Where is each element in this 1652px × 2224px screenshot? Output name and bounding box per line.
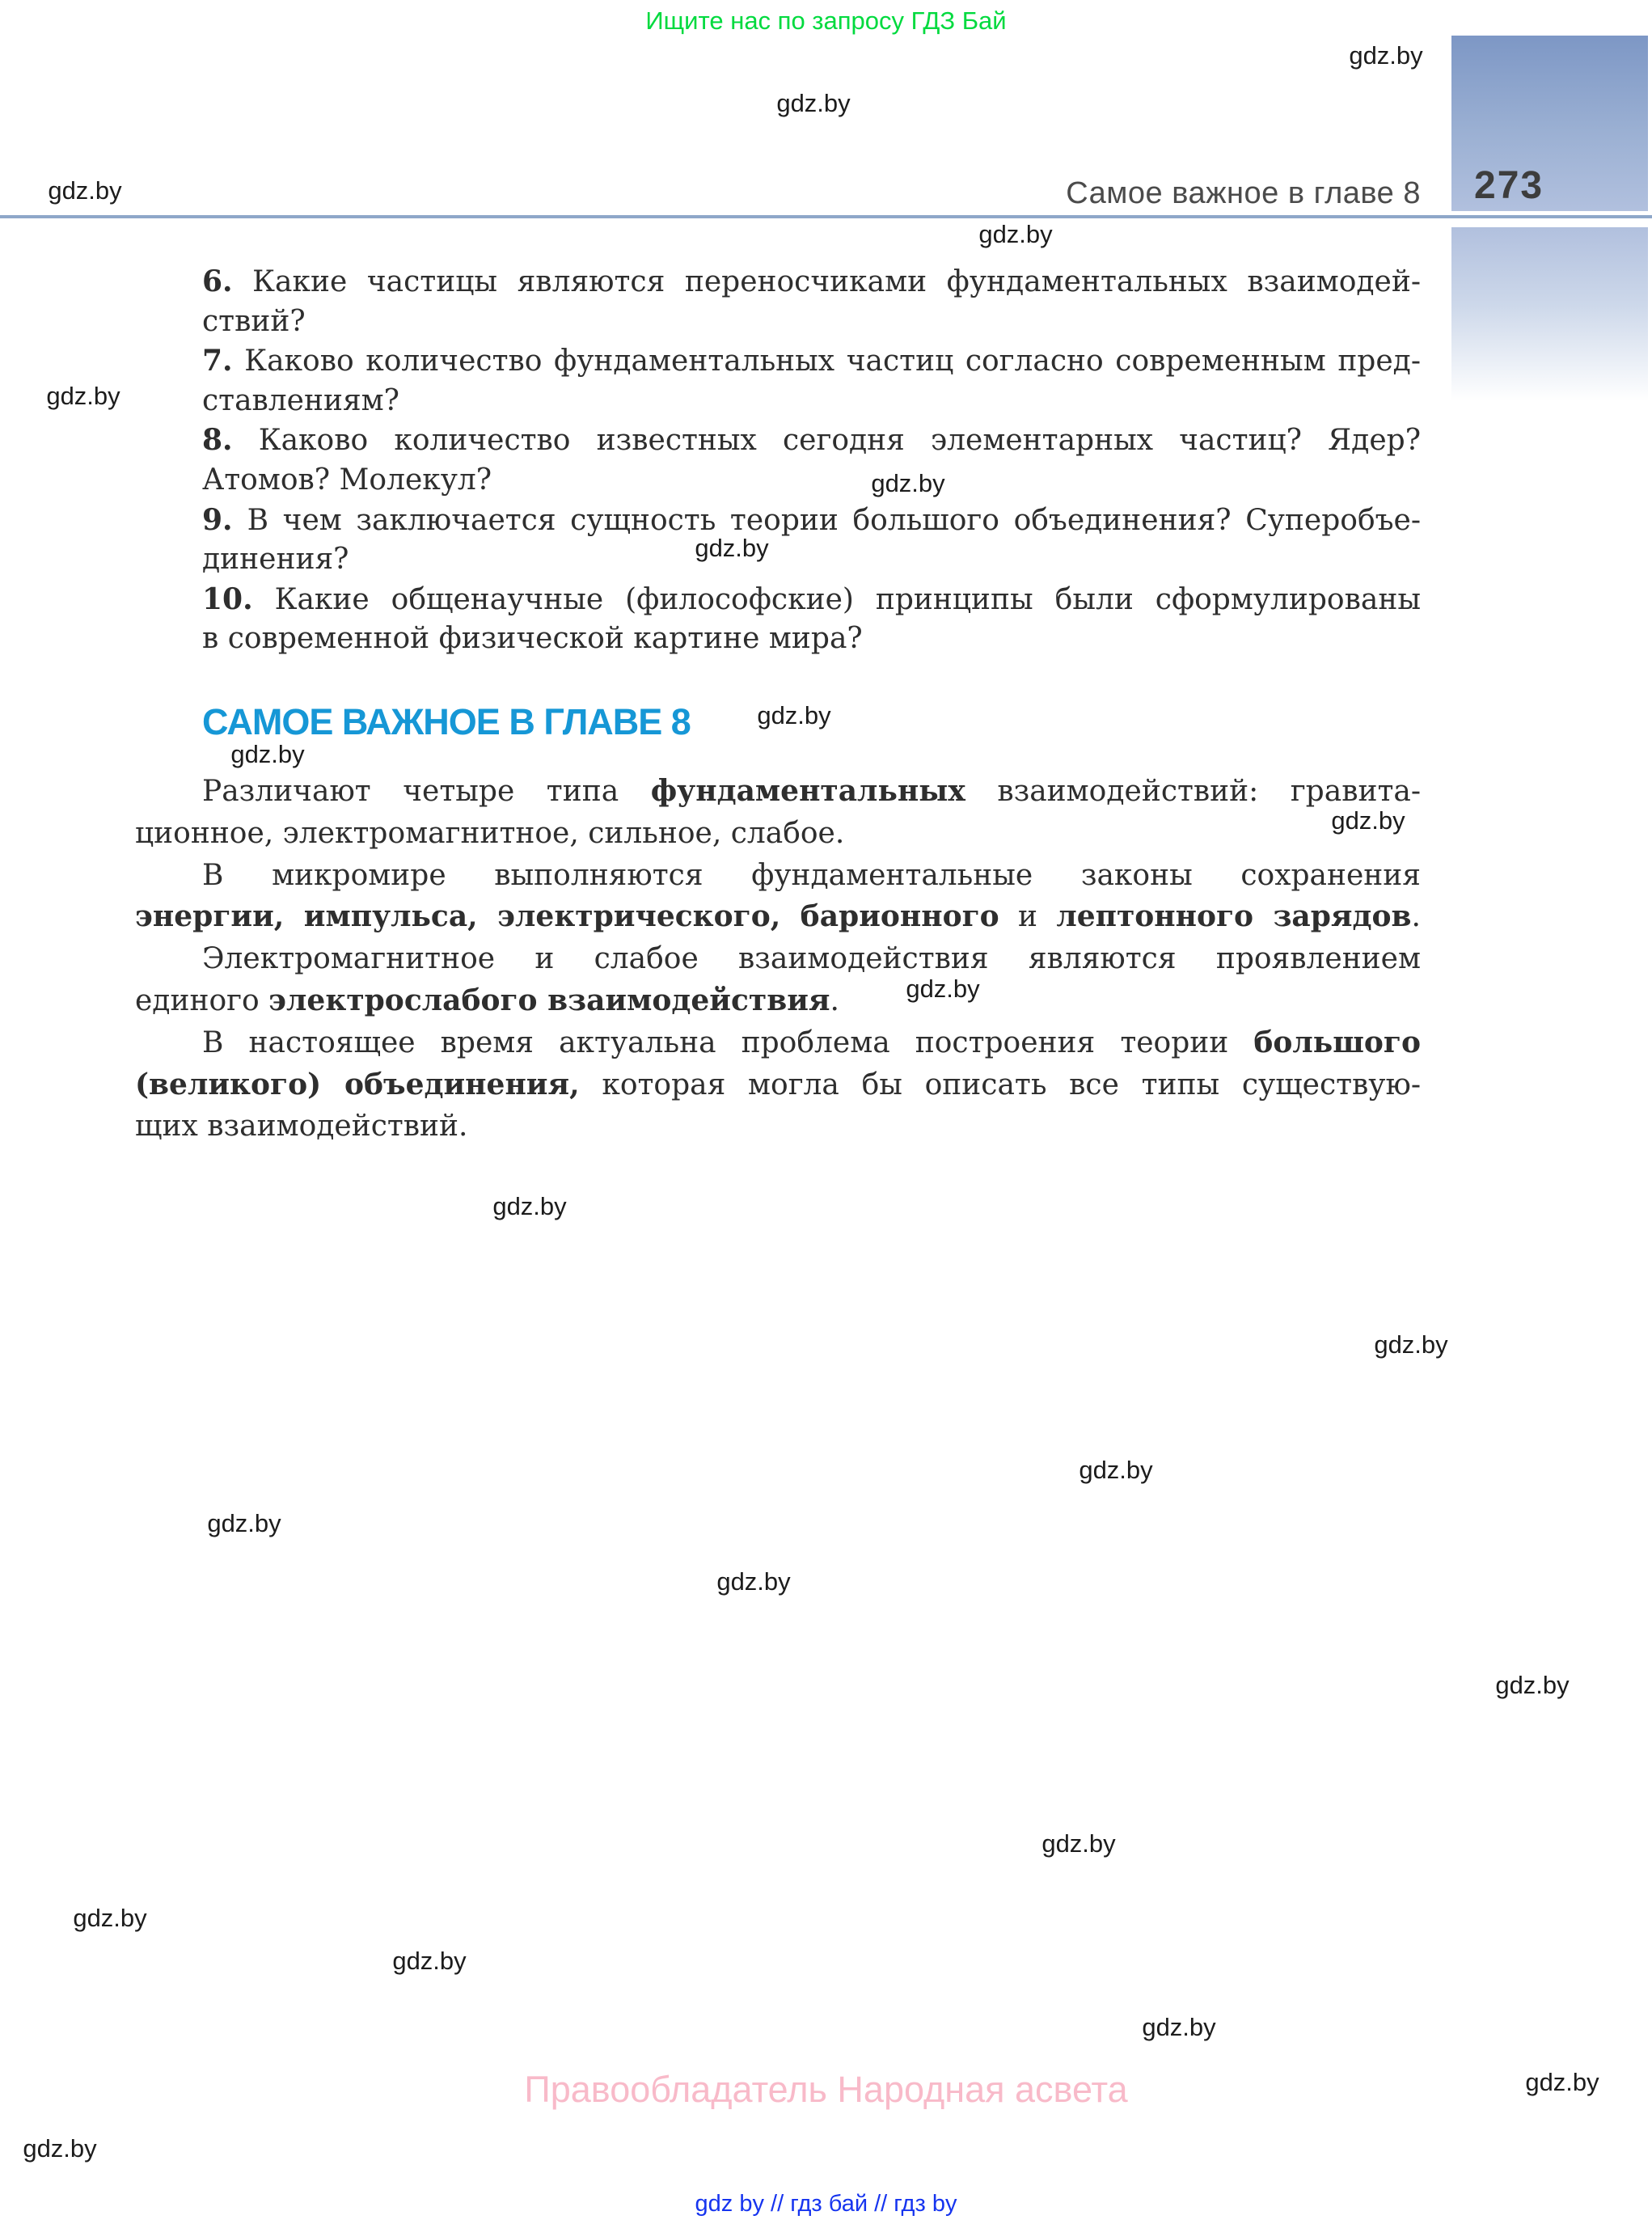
watermark-gdz: gdz.by (1374, 1330, 1448, 1359)
question-line (202, 580, 1421, 620)
watermark-gdz: gdz.by (716, 1567, 791, 1596)
watermark-gdz: gdz.by (1349, 41, 1423, 70)
bold-term: электрослабого взаимодействия (268, 983, 830, 1017)
watermark-gdz: gdz.by (48, 176, 122, 205)
text-line (135, 980, 1421, 1022)
text-segment: Атомов? Молекул? (202, 463, 492, 497)
bold-term: (великого) объединения, (135, 1067, 580, 1101)
watermark-gdz: gdz.by (757, 701, 831, 729)
watermark-gdz: gdz.by (1079, 1456, 1153, 1484)
question-line (202, 501, 1421, 541)
text-line (135, 771, 1421, 813)
summary-paragraphs (135, 771, 1421, 1148)
text-segment: Каково количество известных сегодня элементарных частиц? Ядер? (232, 424, 1421, 458)
text-segment: Различают четыре типа (202, 775, 651, 808)
text-segment: Каково количество фундаментальных частиц согласно современным пред- (232, 345, 1421, 378)
text-segment: Какие частицы являются переносчиками фундаментальных взаимодей- (232, 265, 1421, 298)
text-line (135, 896, 1421, 938)
text-segment: Какие общенаучные (философские) принципы были сформулированы (252, 582, 1421, 616)
text-segment: В настоящее время актуальна проблема построения теории (202, 1025, 1254, 1059)
watermark-gdz: gdz.by (1495, 1671, 1570, 1699)
text-segment: в современной физической картине мира? (202, 622, 863, 656)
watermark-gdz: gdz.by (871, 469, 945, 497)
watermark-gdz: gdz.by (230, 740, 305, 768)
question-number: 7. (202, 344, 233, 378)
watermark-gdz: gdz.by (492, 1192, 567, 1220)
question-line (202, 461, 1421, 501)
bold-term: энергии, импульса, электрического, барионного (135, 899, 999, 934)
watermark-gdz: gdz.by (1331, 806, 1405, 835)
question-line (202, 302, 1421, 342)
watermark-gdz: gdz.by (1525, 2068, 1599, 2096)
watermark-gdz: gdz.by (392, 1947, 467, 1975)
text-line (135, 1106, 1421, 1148)
text-segment: ставлениям? (202, 383, 399, 417)
text-line (135, 938, 1421, 980)
watermark-gdz: gdz.by (695, 534, 769, 562)
text-line (135, 1064, 1421, 1106)
text-segment: ствий? (202, 304, 306, 338)
text-line (135, 855, 1421, 897)
question-number: 6. (202, 264, 233, 298)
footer-links[interactable]: gdz by // гдз бай // гдз by (695, 2191, 957, 2217)
watermark-gdz: gdz.by (1041, 1829, 1116, 1858)
questions-block (202, 262, 1421, 659)
text-segment: . (830, 983, 839, 1017)
text-segment: Электромагнитное и слабое взаимодействия являются проявлением (202, 942, 1421, 976)
question-line (202, 382, 1421, 421)
question-line (202, 262, 1421, 302)
text-segment: В чем заключается сущность теории большого объединения? Суперобъе- (232, 503, 1421, 537)
watermark-gdz: gdz.by (46, 382, 120, 410)
decorative-gradient-box (1451, 227, 1648, 401)
watermark-gdz: gdz.by (23, 2134, 97, 2163)
section-heading: САМОЕ ВАЖНОЕ В ГЛАВЕ 8 (202, 701, 691, 742)
text-line (135, 813, 1421, 855)
promo-banner: Ищите нас по запросу ГДЗ Бай (645, 6, 1007, 35)
question-line (202, 341, 1421, 382)
watermark-gdz: gdz.by (73, 1904, 147, 1932)
text-segment: и (999, 900, 1057, 934)
running-header: Самое важное в главе 8 (1066, 176, 1421, 210)
text-segment: щих взаимодействий. (135, 1110, 468, 1144)
text-segment: динения? (202, 543, 349, 577)
watermark-gdz: gdz.by (776, 89, 851, 117)
watermark-gdz: gdz.by (906, 975, 980, 1003)
question-line (202, 619, 1421, 659)
question-number: 9. (202, 502, 233, 537)
watermark-gdz: gdz.by (207, 1509, 281, 1537)
text-segment: ционное, электромагнитное, сильное, слабое. (135, 816, 845, 850)
text-segment: . (1411, 900, 1421, 934)
header-rule (0, 215, 1652, 218)
text-segment: единого (135, 983, 269, 1017)
question-number: 10. (202, 581, 253, 616)
page-number-box (1451, 36, 1648, 211)
page-number: 273 (1474, 164, 1544, 207)
question-number: 8. (202, 423, 233, 458)
bold-term: большого (1253, 1025, 1421, 1059)
bold-term: лептонного зарядов (1056, 899, 1412, 934)
question-line (202, 540, 1421, 580)
question-line (202, 421, 1421, 461)
text-segment: В микромире выполняются фундаментальные законы сохранения (202, 858, 1421, 892)
text-line (135, 1022, 1421, 1064)
bold-term: фундаментальных (650, 774, 965, 808)
text-segment: взаимодействий: гравита- (965, 775, 1421, 808)
copyright-line: Правообладатель Народная асвета (524, 2069, 1128, 2110)
watermark-gdz: gdz.by (978, 220, 1053, 248)
text-segment: которая могла бы описать все типы существую- (579, 1068, 1421, 1101)
watermark-gdz: gdz.by (1142, 2013, 1216, 2041)
